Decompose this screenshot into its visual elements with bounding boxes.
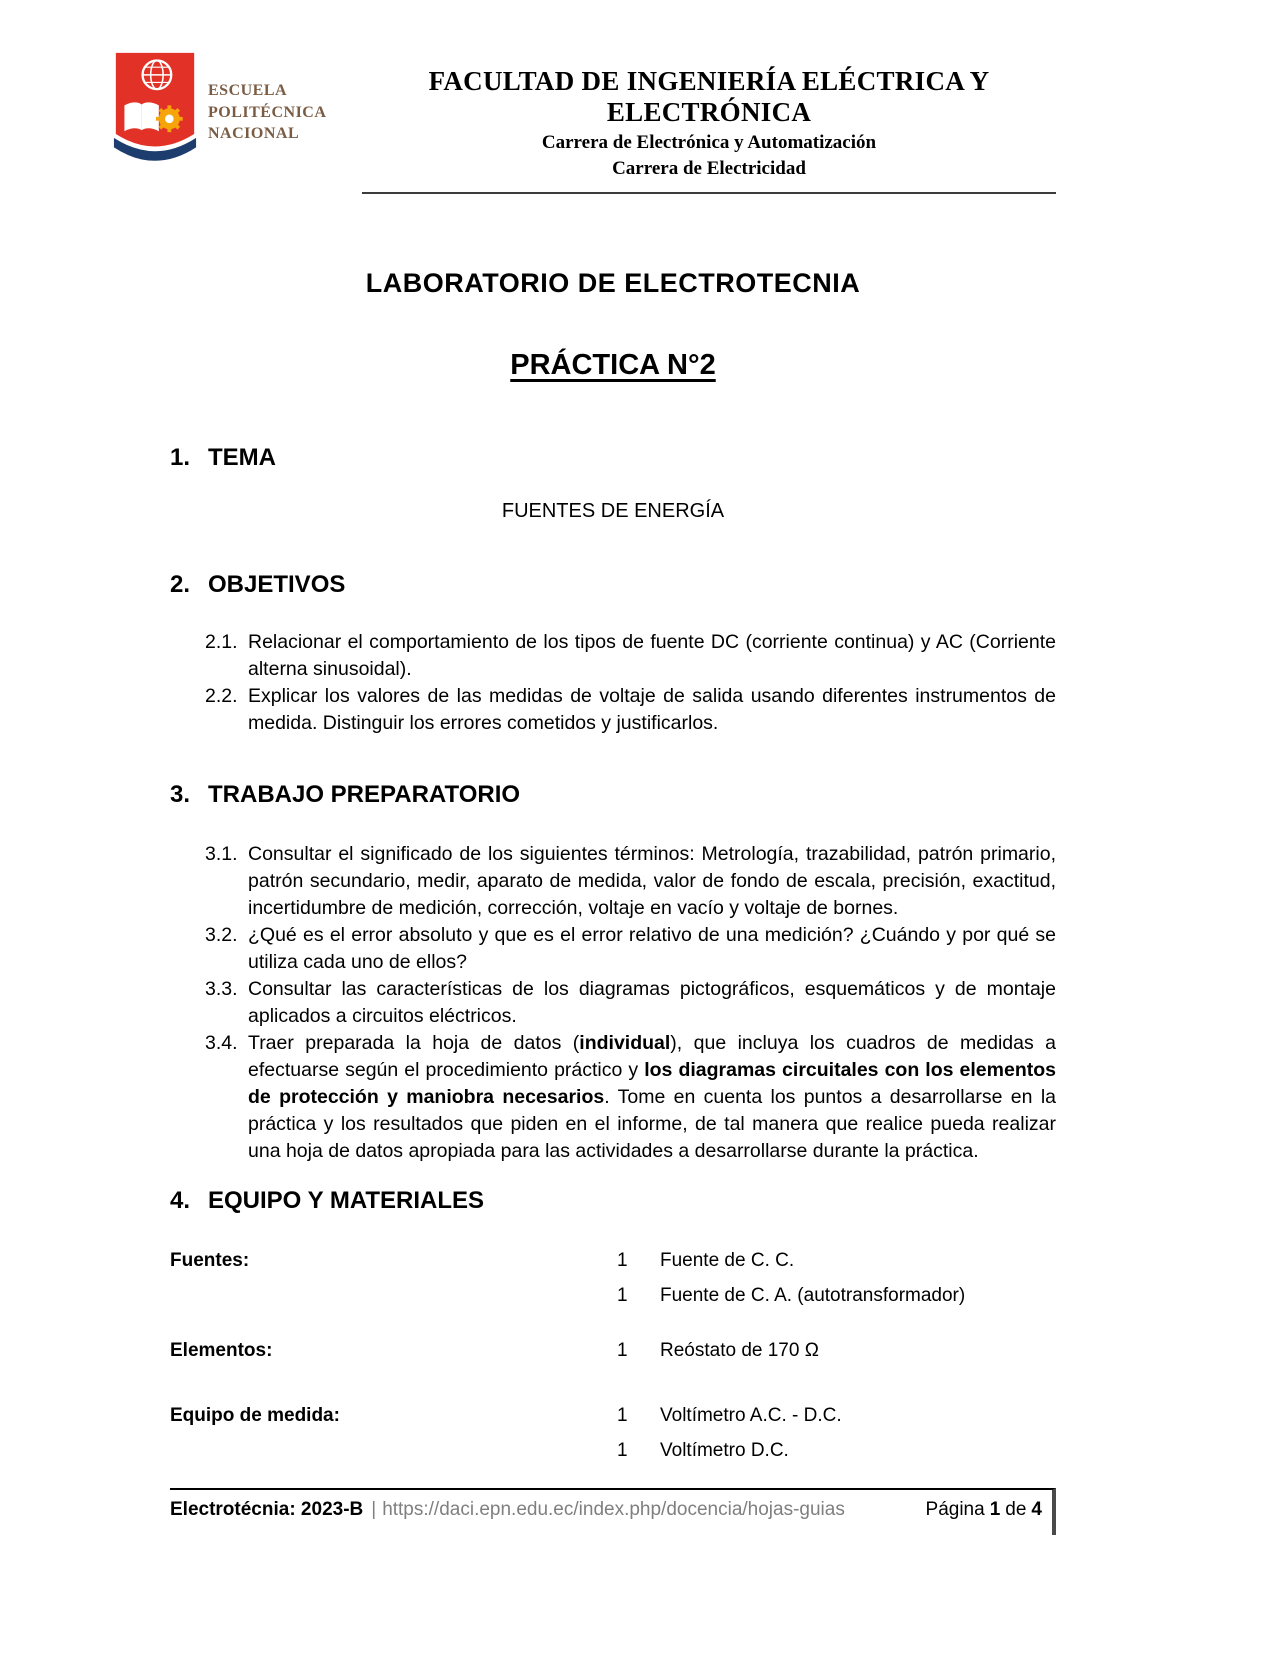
list-item xyxy=(170,841,1056,922)
school-name-line: NACIONAL xyxy=(208,125,300,143)
school-name-line: ESCUELA xyxy=(208,82,288,99)
item-text-segment: ), que incluya los cuadros de medidas a efectuarse según el procedimiento práctico y xyxy=(248,1032,1056,1081)
item-number: 3.4. xyxy=(205,1032,238,1054)
school-name xyxy=(208,80,326,178)
list-item xyxy=(170,976,1056,1030)
page-header xyxy=(112,50,1056,194)
equipment-desc: Voltímetro A.C. - D.C. xyxy=(660,1405,842,1426)
page-of: de xyxy=(1005,1499,1027,1520)
equipment-label xyxy=(170,1284,617,1308)
equipment-row xyxy=(170,1249,1056,1273)
list-item xyxy=(170,683,1056,737)
item-text: Relacionar el comportamiento de los tipos de fuente DC (corriente continua) y AC (Corriente alterna sinusoidal). xyxy=(248,631,1056,680)
equipment-desc: Fuente de C. A. (autotransformador) xyxy=(660,1285,966,1306)
section-1-heading xyxy=(170,444,1056,472)
footer-url-group xyxy=(371,1499,925,1521)
item-text: Consultar las características de los diagramas pictográficos, esquemáticos y de montaje aplicados a circuitos eléctricos. xyxy=(248,978,1056,1027)
section-3-heading xyxy=(170,781,1056,809)
equipment-label: Equipo de medida: xyxy=(170,1405,340,1426)
item-number: 3.3. xyxy=(205,978,238,1000)
section-4-heading xyxy=(170,1187,1056,1215)
equipment-desc: Voltímetro D.C. xyxy=(660,1440,789,1461)
practice-title: PRÁCTICA N°2 xyxy=(510,349,716,381)
list-item xyxy=(170,629,1056,683)
section-number: 1. xyxy=(170,444,191,471)
equipment-table xyxy=(170,1249,1056,1463)
equipment-label: Fuentes: xyxy=(170,1250,250,1271)
faculty-title: FACULTAD DE INGENIERÍA ELÉCTRICA Y ELECTRÓNICA xyxy=(428,66,990,127)
page-number: 1 xyxy=(989,1499,1001,1520)
objectives-list xyxy=(170,629,1056,737)
item-text: Explicar los valores de las medidas de voltaje de salida usando diferentes instrumentos de medida. Distinguir los errores cometidos y justificarlos. xyxy=(248,685,1056,734)
header-titles xyxy=(362,66,1056,194)
preparatory-list xyxy=(170,841,1056,1165)
page-total: 4 xyxy=(1031,1499,1042,1520)
equipment-desc: Fuente de C. C. xyxy=(660,1250,795,1271)
item-number: 3.1. xyxy=(205,843,238,865)
item-number: 3.2. xyxy=(205,924,238,946)
epn-logo-icon xyxy=(112,50,198,178)
item-number: 2.1. xyxy=(205,631,238,653)
equipment-qty: 1 xyxy=(617,1405,628,1426)
career-line-2: Carrera de Electricidad xyxy=(612,158,806,179)
school-name-line: POLITÉCNICA xyxy=(208,103,327,121)
section-title: EQUIPO Y MATERIALES xyxy=(208,1187,485,1214)
section-number: 3. xyxy=(170,781,191,808)
footer-course-label: Electrotécnia: 2023-B xyxy=(170,1499,364,1520)
list-item xyxy=(170,922,1056,976)
equipment-row xyxy=(170,1284,1056,1308)
footer-separator: | xyxy=(371,1499,377,1520)
equipment-label: Elementos: xyxy=(170,1340,273,1361)
equipment-qty: 1 xyxy=(617,1440,628,1461)
item-number: 2.2. xyxy=(205,685,238,707)
item-text-segment-bold: los diagramas circuitales con los elementos de protección y maniobra necesarios xyxy=(248,1059,1056,1108)
item-text xyxy=(248,1032,1056,1162)
equipment-qty: 1 xyxy=(617,1250,628,1271)
institution-logo-group xyxy=(112,50,362,178)
equipment-row xyxy=(170,1339,1056,1363)
section-number: 4. xyxy=(170,1187,191,1214)
item-text-segment: Traer preparada la hoja de datos ( xyxy=(248,1032,580,1054)
footer-url: https://daci.epn.edu.ec/index.php/docencia/hojas-guias xyxy=(382,1499,845,1520)
item-text-segment: . Tome en cuenta los puntos a desarrollarse en la práctica y los resultados que piden en el informe, de tal manera que realice pueda realizar una hoja de datos apropiada para las actividades a desarrollarse durante la práctica. xyxy=(248,1086,1056,1162)
item-text: ¿Qué es el error absoluto y que es el error relativo de una medición? ¿Cuándo y por qué se utiliza cada uno de ellos? xyxy=(248,924,1056,973)
tema-body: FUENTES DE ENERGÍA xyxy=(501,500,725,522)
page-footer xyxy=(170,1488,1056,1535)
career-line-1: Carrera de Electrónica y Automatización xyxy=(541,132,877,153)
page-prefix: Página xyxy=(925,1499,985,1520)
footer-page-indicator xyxy=(926,1499,1042,1521)
equipment-label xyxy=(170,1439,617,1463)
equipment-qty: 1 xyxy=(617,1285,628,1306)
item-text-segment-bold: individual xyxy=(579,1032,671,1054)
item-text: Consultar el significado de los siguientes términos: Metrología, trazabilidad, patrón primario, patrón secundario, medir, aparato de medida, valor de fondo de escala, precisión, exactitud, incertidumbre de medición, corrección, voltaje en vacío y voltaje de bornes. xyxy=(248,843,1056,919)
section-title: TRABAJO PREPARATORIO xyxy=(208,781,521,808)
equipment-row xyxy=(170,1404,1056,1428)
section-title: TEMA xyxy=(208,444,276,471)
list-item xyxy=(170,1030,1056,1165)
equipment-qty: 1 xyxy=(617,1340,628,1361)
section-number: 2. xyxy=(170,571,191,598)
equipment-desc: Reóstato de 170 Ω xyxy=(660,1340,819,1361)
equipment-row xyxy=(170,1439,1056,1463)
lab-title: LABORATORIO DE ELECTROTECNIA xyxy=(365,268,861,298)
section-title: OBJETIVOS xyxy=(208,571,346,598)
section-2-heading xyxy=(170,571,1056,599)
